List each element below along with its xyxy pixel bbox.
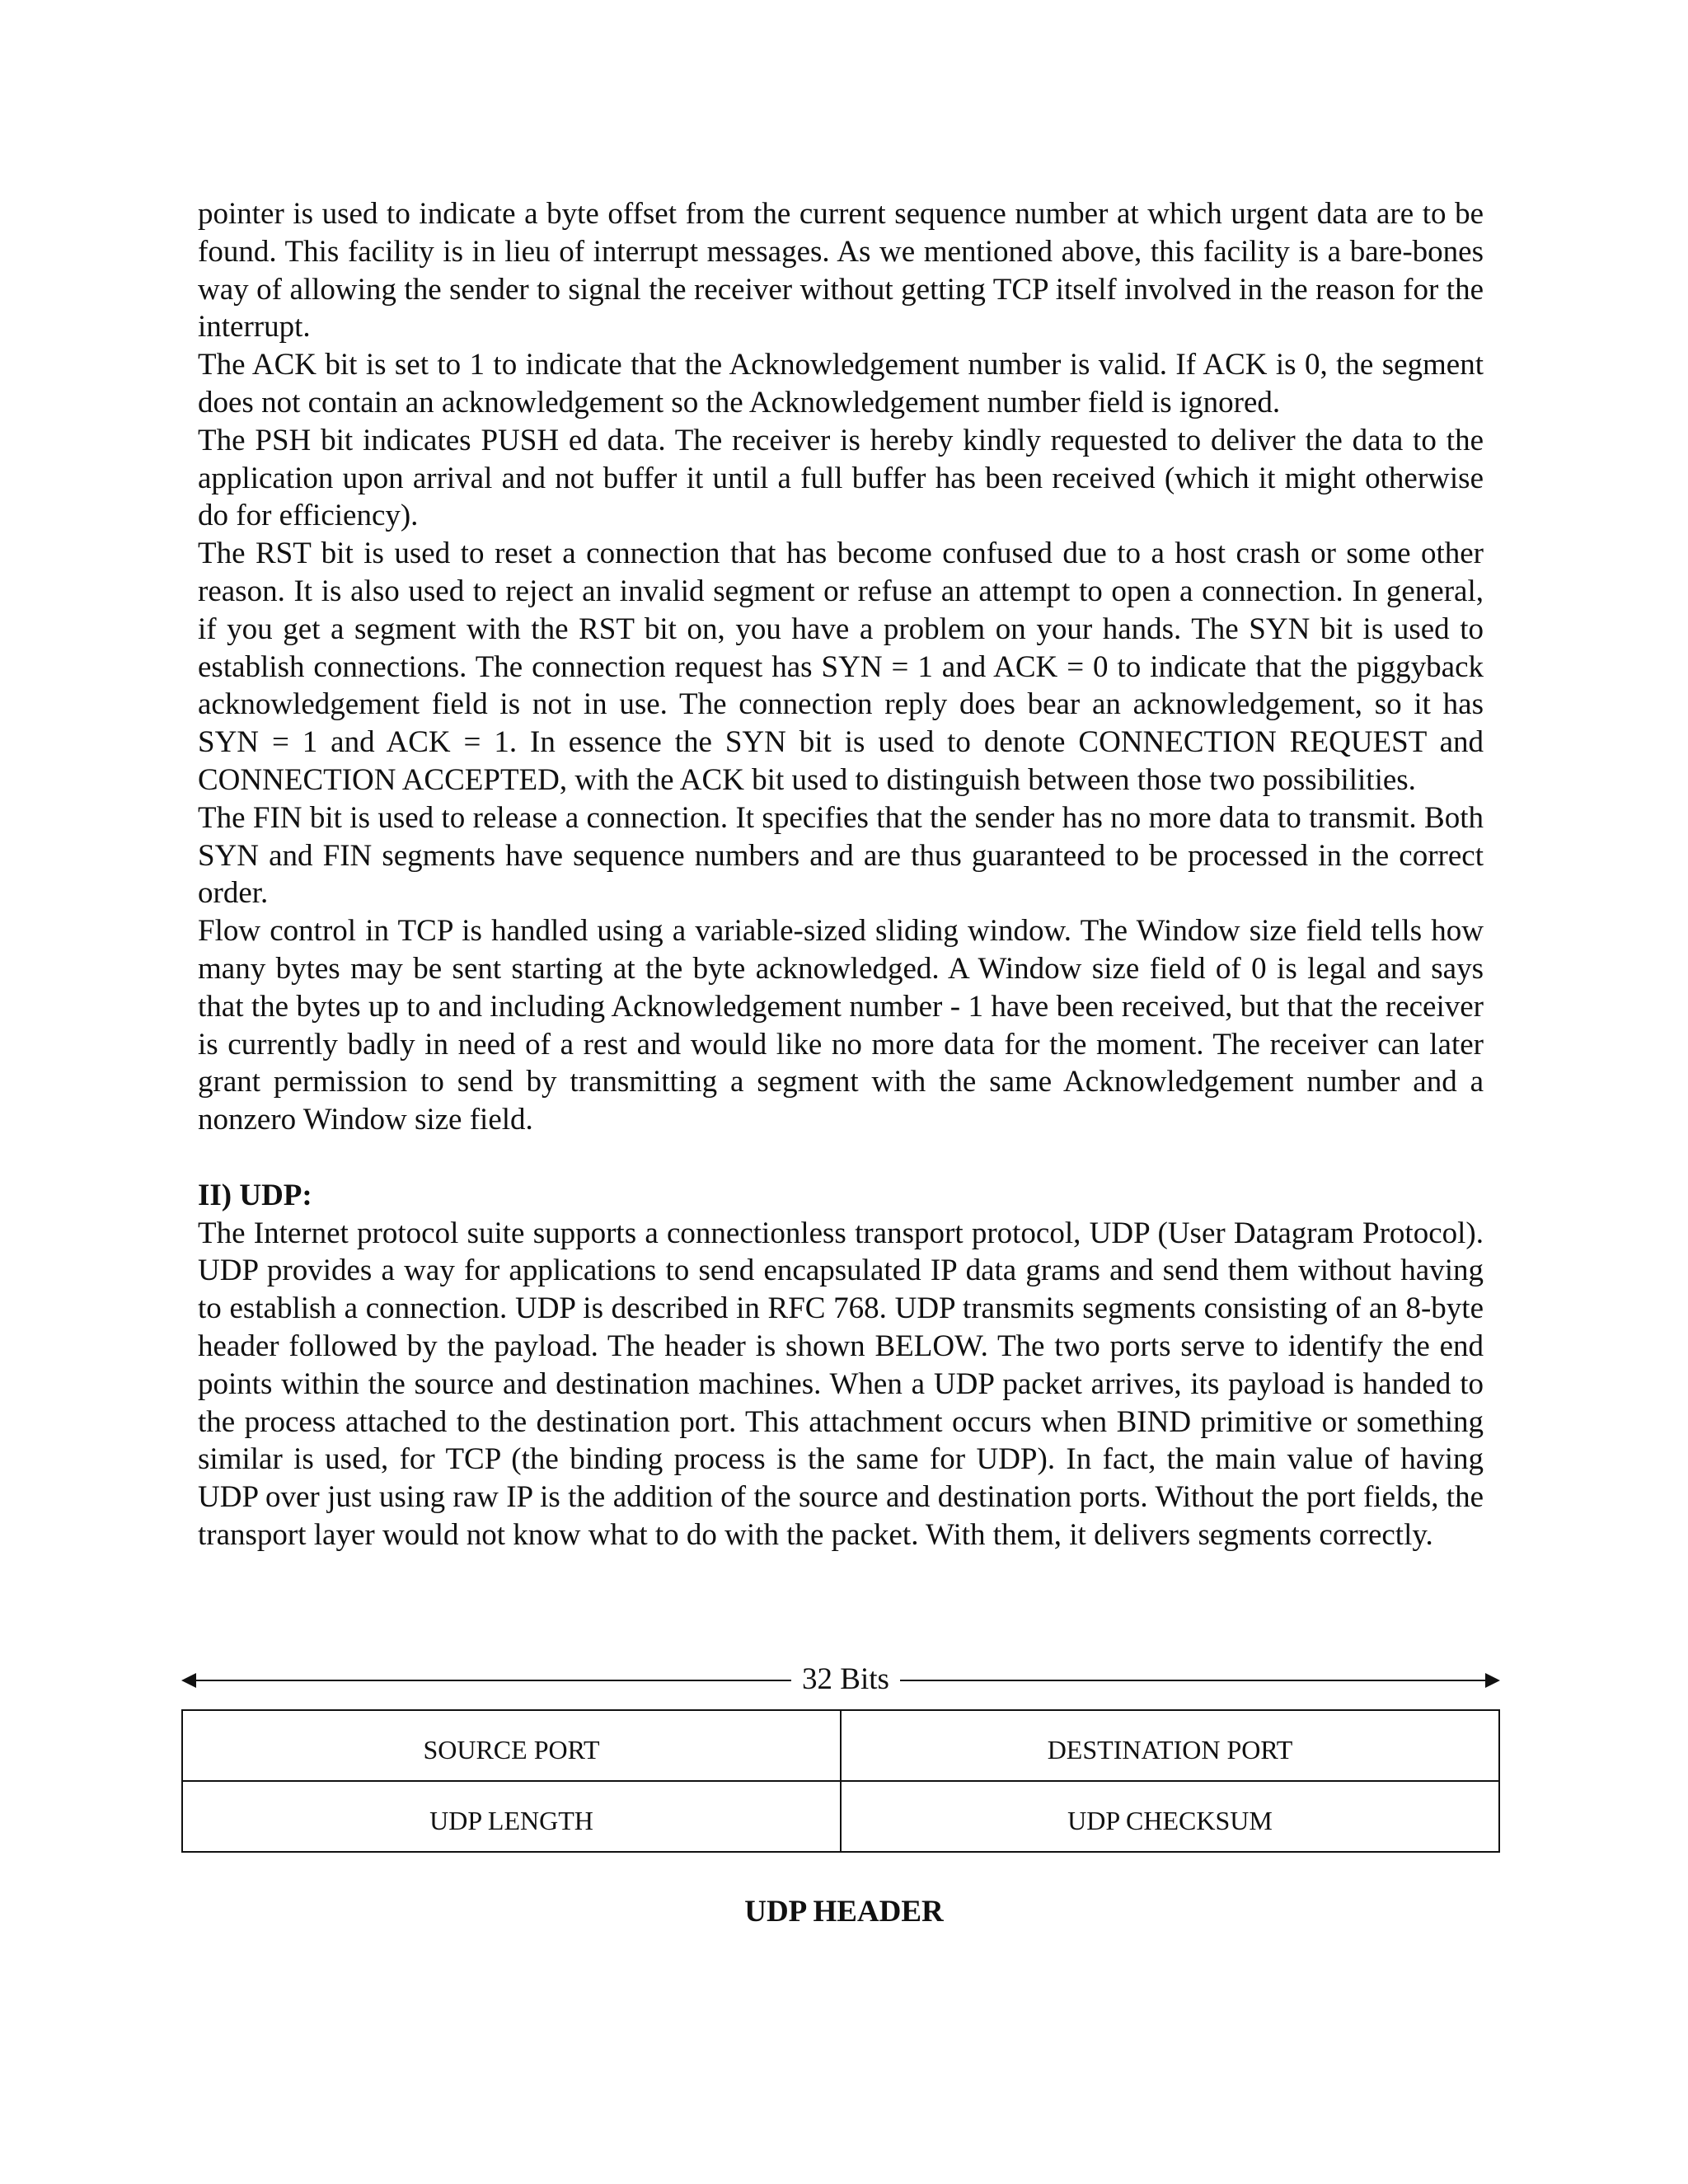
arrow-line-left xyxy=(193,1680,791,1681)
bit-width-indicator xyxy=(181,1663,1500,1696)
paragraph-udp: The Internet protocol suite supports a connectionless transport protocol, UDP (User Datagram Protocol). UDP provides a way for applications to send encapsulated IP data grams and send them without having to establish a connection. UDP is described in RFC 768. UDP transmits segments consisting of an 8-byte header followed by the payload. The header is shown BELOW. The two ports serve to identify the end points within the source and destination machines. When a UDP packet arrives, its payload is handed to the process attached to the destination port. This attachment occurs when BIND primitive or something similar is used, for TCP (the binding process is the same for UDP). In fact, the main value of having UDP over just using raw IP is the addition of the source and destination ports. Without the port fields, the transport layer would not know what to do with the packet. With them, it delivers segments correctly. xyxy=(198,1216,1484,1552)
right-arrowhead-icon xyxy=(1485,1673,1500,1688)
paragraph-urgent-pointer: pointer is used to indicate a byte offset from the current sequence number at which urgent data are to be found. This facility is in lieu of interrupt messages. As we mentioned above, this facility is a bare-bones way of allowing the sender to signal the receiver without getting TCP itself involved in the reason for the interrupt. xyxy=(198,197,1484,344)
paragraph-rst-syn-bits: The RST bit is used to reset a connection that has become confused due to a host crash or some other reason. It is also used to reject an invalid segment or refuse an attempt to open a connection. In general, if you get a segment with the RST bit on, you have a problem on your hands. The SYN bit is used to establish connections. The connection request has SYN = 1 and ACK = 0 to indicate that the piggyback acknowledgement field is not in use. The connection reply does bear an acknowledgement, so it has SYN = 1 and ACK = 1. In essence the SYN bit is used to denote CONNECTION REQUEST and CONNECTION ACCEPTED, with the ACK bit used to distinguish between those two possibilities. xyxy=(198,537,1484,797)
field-udp-checksum: UDP CHECKSUM xyxy=(841,1781,1499,1852)
udp-header-diagram xyxy=(181,1662,1500,1835)
field-udp-length: UDP LENGTH xyxy=(182,1781,841,1852)
bit-width-label: 32 Bits xyxy=(791,1663,900,1696)
diagram-caption: UDP HEADER xyxy=(744,1895,944,1929)
field-source-port: SOURCE PORT xyxy=(182,1710,841,1781)
section-heading-udp: II) UDP: xyxy=(198,1178,312,1212)
paragraph-ack-bit: The ACK bit is set to 1 to indicate that the Acknowledgement number is valid. If ACK is 0, the segment does not contain an acknowledgement so the Acknowledgement number field is ignored. xyxy=(198,348,1484,419)
udp-header-table xyxy=(181,1709,1500,1853)
arrow-line-right xyxy=(900,1680,1490,1681)
paragraph-flow-control: Flow control in TCP is handled using a variable-sized sliding window. The Window size field tells how many bytes may be sent starting at the byte acknowledged. A Window size field of 0 is legal and says that the bytes up to and including Acknowledgement number - 1 have been received, but that the receiver is currently badly in need of a rest and would like no more data for the moment. The receiver can later grant permission to send by transmitting a segment with the same Acknowledgement number and a nonzero Window size field. xyxy=(198,914,1484,1137)
paragraph-psh-bit: The PSH bit indicates PUSH ed data. The receiver is hereby kindly requested to deliver the data to the application upon arrival and not buffer it until a full buffer has been received (which it might otherwise do for efficiency). xyxy=(198,423,1484,533)
paragraph-fin-bit: The FIN bit is used to release a connection. It specifies that the sender has no more data to transmit. Both SYN and FIN segments have sequence numbers and are thus guaranteed to be processed in the correct order. xyxy=(198,800,1484,911)
table-row xyxy=(182,1781,1499,1852)
field-destination-port: DESTINATION PORT xyxy=(841,1710,1499,1781)
page-body xyxy=(198,195,1484,1554)
table-row xyxy=(182,1710,1499,1781)
